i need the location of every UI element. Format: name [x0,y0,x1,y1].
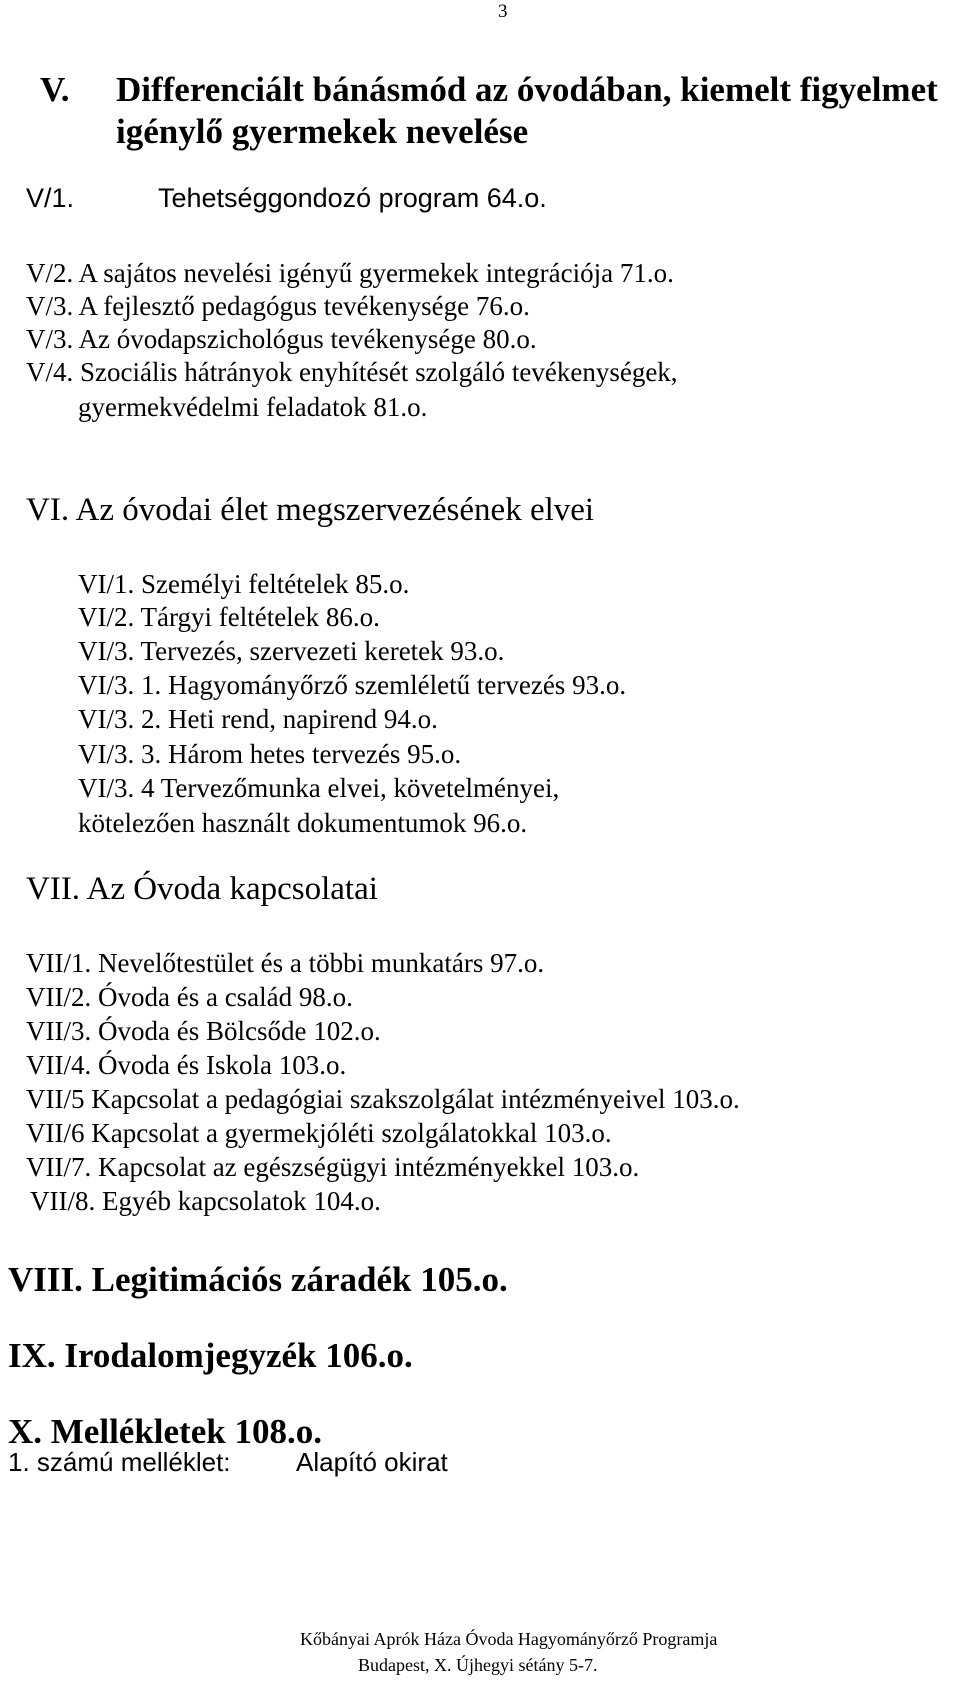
section-v-title-line2: igénylő gyermekek nevelése [116,112,529,151]
toc-item-v1: Tehetséggondozó program 64.o. [158,183,547,213]
page-number: 3 [498,1,508,22]
toc-item-v3b: V/3. Az óvodapszichológus tevékenysége 80.o. [26,324,537,354]
toc-item-vi3: VI/3. Tervezés, szervezeti keretek 93.o. [78,636,505,666]
toc-item-vi2: VI/2. Tárgyi feltételek 86.o. [78,602,380,632]
toc-item-vii3: VII/3. Óvoda és Bölcsőde 102.o. [26,1016,381,1046]
section-viii-title: VIII. Legitimációs záradék 105.o. [8,1260,508,1299]
section-vii-title: VII. Az Óvoda kapcsolatai [26,871,378,907]
toc-item-vii4: VII/4. Óvoda és Iskola 103.o. [26,1050,347,1080]
toc-item-v4: V/4. Szociális hátrányok enyhítését szolgáló tevékenységek, [26,357,678,387]
toc-item-v2: V/2. A sajátos nevelési igényű gyermekek integrációja 71.o. [26,258,674,288]
section-vi-title: VI. Az óvodai élet megszervezésének elvei [26,492,595,528]
annex-label: 1. számú melléklet: [8,1447,231,1477]
toc-item-vii6: VII/6 Kapcsolat a gyermekjóléti szolgálatokkal 103.o. [26,1118,612,1148]
toc-item-vii2: VII/2. Óvoda és a család 98.o. [26,982,353,1012]
toc-item-vi3-2: VI/3. 2. Heti rend, napirend 94.o. [78,704,438,734]
section-v-title-line1: Differenciált bánásmód az óvodában, kiemelt figyelmet [116,70,938,109]
toc-item-vii5: VII/5 Kapcsolat a pedagógiai szakszolgálat intézményeivel 103.o. [26,1084,740,1114]
toc-item-v4-continued: gyermekvédelmi feladatok 81.o. [78,392,428,422]
toc-item-vi3-4-continued: kötelezően használt dokumentumok 96.o. [78,808,528,838]
footer-line2: Budapest, X. Újhegyi sétány 5-7. [358,1655,598,1675]
toc-item-vii8: VII/8. Egyéb kapcsolatok 104.o. [30,1186,381,1216]
toc-item-v3a: V/3. A fejlesztő pedagógus tevékenysége 76.o. [26,291,530,321]
toc-item-vii1: VII/1. Nevelőtestület és a többi munkatárs 97.o. [26,948,545,978]
toc-item-vi1: VI/1. Személyi feltételek 85.o. [78,569,410,599]
section-x-title: X. Mellékletek 108.o. [8,1412,322,1451]
toc-item-vii7: VII/7. Kapcsolat az egészségügyi intézményekkel 103.o. [26,1152,640,1182]
annex-value: Alapító okirat [296,1447,448,1477]
footer-line1: Kőbányai Aprók Háza Óvoda Hagyományőrző Programja [300,1629,718,1649]
section-ix-title: IX. Irodalomjegyzék 106.o. [8,1336,413,1375]
toc-item-vi3-1: VI/3. 1. Hagyományőrző szemléletű tervezés 93.o. [78,670,627,700]
toc-item-v1-number: V/1. [26,183,75,213]
toc-item-vi3-4: VI/3. 4 Tervezőmunka elvei, követelményei, [78,773,560,803]
section-v-number: V. [40,70,70,109]
toc-item-vi3-3: VI/3. 3. Három hetes tervezés 95.o. [78,739,462,769]
